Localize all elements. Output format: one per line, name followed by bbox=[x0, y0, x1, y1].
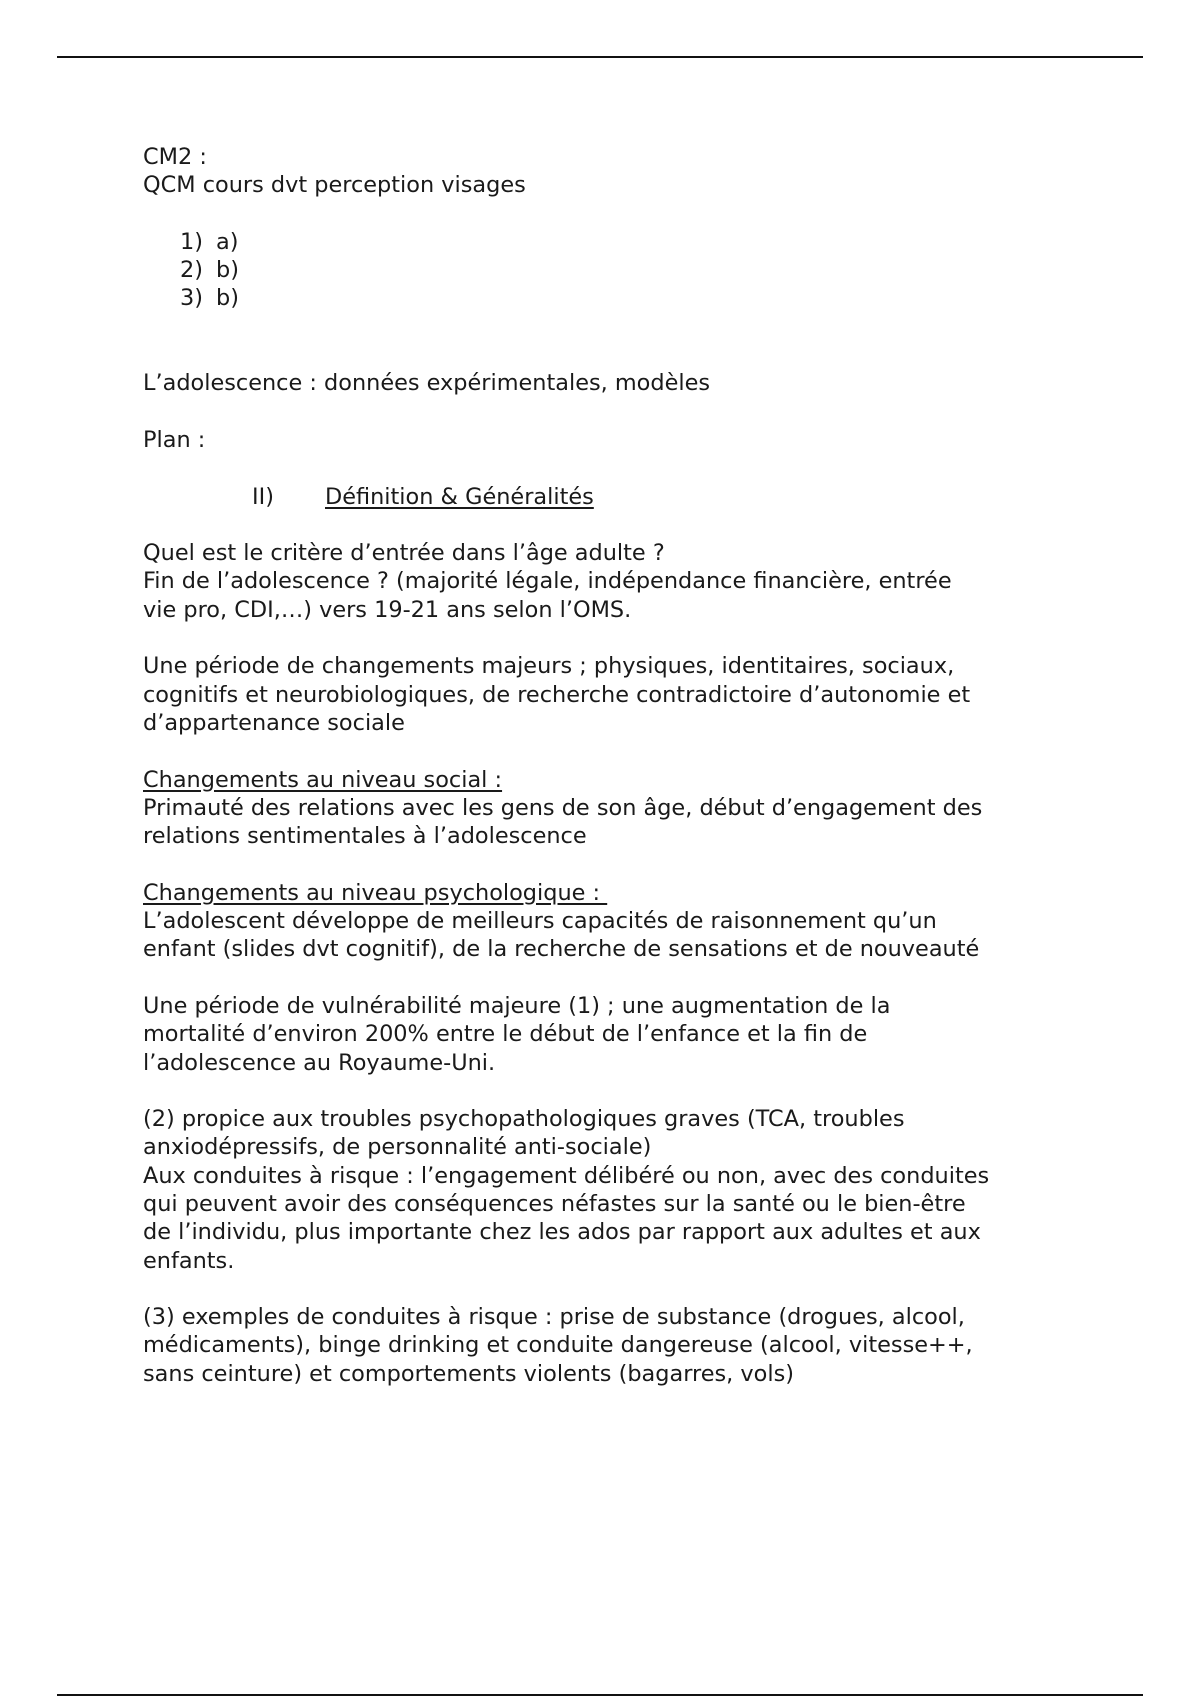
paragraph-line: enfant (slides dvt cognitif), de la recherche de sensations et de nouveauté bbox=[143, 936, 980, 963]
list-item-answer: b) bbox=[216, 285, 239, 312]
qcm-answer-list bbox=[143, 228, 1083, 313]
paragraph-line: cognitifs et neurobiologiques, de recherche contradictoire d’autonomie et bbox=[143, 681, 971, 708]
psychological-heading: Changements au niveau psychologique : bbox=[143, 879, 608, 906]
paragraph-vulnerability bbox=[143, 992, 1083, 1077]
list-item bbox=[143, 228, 1083, 256]
bottom-rule bbox=[57, 1694, 1143, 1696]
paragraph-adult-criteria bbox=[143, 539, 1083, 624]
paragraph-psychopathology bbox=[143, 1105, 1083, 1275]
paragraph-line: d’appartenance sociale bbox=[143, 709, 405, 736]
list-item-number: 3) bbox=[180, 285, 203, 312]
paragraph-line: anxiodépressifs, de personnalité anti-sociale) bbox=[143, 1134, 652, 1161]
paragraph-line: Primauté des relations avec les gens de son âge, début d’engagement des bbox=[143, 794, 983, 821]
list-item-answer: b) bbox=[216, 257, 239, 284]
section-number: II) bbox=[252, 483, 274, 510]
paragraph-line: relations sentimentales à l’adolescence bbox=[143, 823, 587, 850]
psychological-changes-block bbox=[143, 879, 1083, 964]
header-line: CM2 : bbox=[143, 144, 207, 170]
paragraph-line: sans ceinture) et comportements violents (bagarres, vols) bbox=[143, 1360, 794, 1387]
list-item-number: 2) bbox=[180, 257, 203, 284]
section-title: Définition & Généralités bbox=[325, 483, 594, 510]
paragraph-line: Fin de l’adolescence ? (majorité légale, indépendance financière, entrée bbox=[143, 568, 952, 595]
top-rule bbox=[57, 56, 1143, 58]
paragraph-line: Une période de vulnérabilité majeure (1) ; une augmentation de la bbox=[143, 992, 891, 1019]
list-item-number: 1) bbox=[180, 228, 203, 255]
paragraph-line: L’adolescent développe de meilleurs capacités de raisonnement qu’un bbox=[143, 908, 937, 935]
paragraph-line: Quel est le critère d’entrée dans l’âge adulte ? bbox=[143, 540, 665, 567]
course-title: L’adolescence : données expérimentales, modèles bbox=[143, 370, 711, 397]
section-heading bbox=[143, 483, 1083, 511]
paragraph-risk-examples bbox=[143, 1303, 1083, 1388]
document-body bbox=[143, 143, 1083, 1388]
paragraph-line: l’adolescence au Royaume-Uni. bbox=[143, 1049, 496, 1076]
paragraph-line: Une période de changements majeurs ; physiques, identitaires, sociaux, bbox=[143, 653, 955, 680]
paragraph-line: qui peuvent avoir des conséquences néfastes sur la santé ou le bien-être bbox=[143, 1190, 966, 1217]
paragraph-line: médicaments), binge drinking et conduite dangereuse (alcool, vitesse++, bbox=[143, 1332, 973, 1359]
list-item bbox=[143, 284, 1083, 312]
paragraph-line: mortalité d’environ 200% entre le début de l’enfance et la fin de bbox=[143, 1021, 868, 1048]
paragraph-changes bbox=[143, 652, 1083, 737]
paragraph-line: (3) exemples de conduites à risque : prise de substance (drogues, alcool, bbox=[143, 1304, 965, 1331]
paragraph-line: Aux conduites à risque : l’engagement délibéré ou non, avec des conduites bbox=[143, 1162, 990, 1189]
paragraph-line: (2) propice aux troubles psychopathologiques graves (TCA, troubles bbox=[143, 1106, 905, 1133]
list-item-answer: a) bbox=[216, 228, 239, 255]
paragraph-line: de l’individu, plus importante chez les ados par rapport aux adultes et aux bbox=[143, 1219, 981, 1246]
list-item bbox=[143, 256, 1083, 284]
social-changes-block bbox=[143, 766, 1083, 851]
paragraph-line: vie pro, CDI,…) vers 19-21 ans selon l’OMS. bbox=[143, 596, 632, 623]
qcm-title: QCM cours dvt perception visages bbox=[143, 172, 526, 199]
plan-label: Plan : bbox=[143, 426, 206, 453]
paragraph-line: enfants. bbox=[143, 1247, 235, 1274]
social-heading: Changements au niveau social : bbox=[143, 766, 503, 793]
